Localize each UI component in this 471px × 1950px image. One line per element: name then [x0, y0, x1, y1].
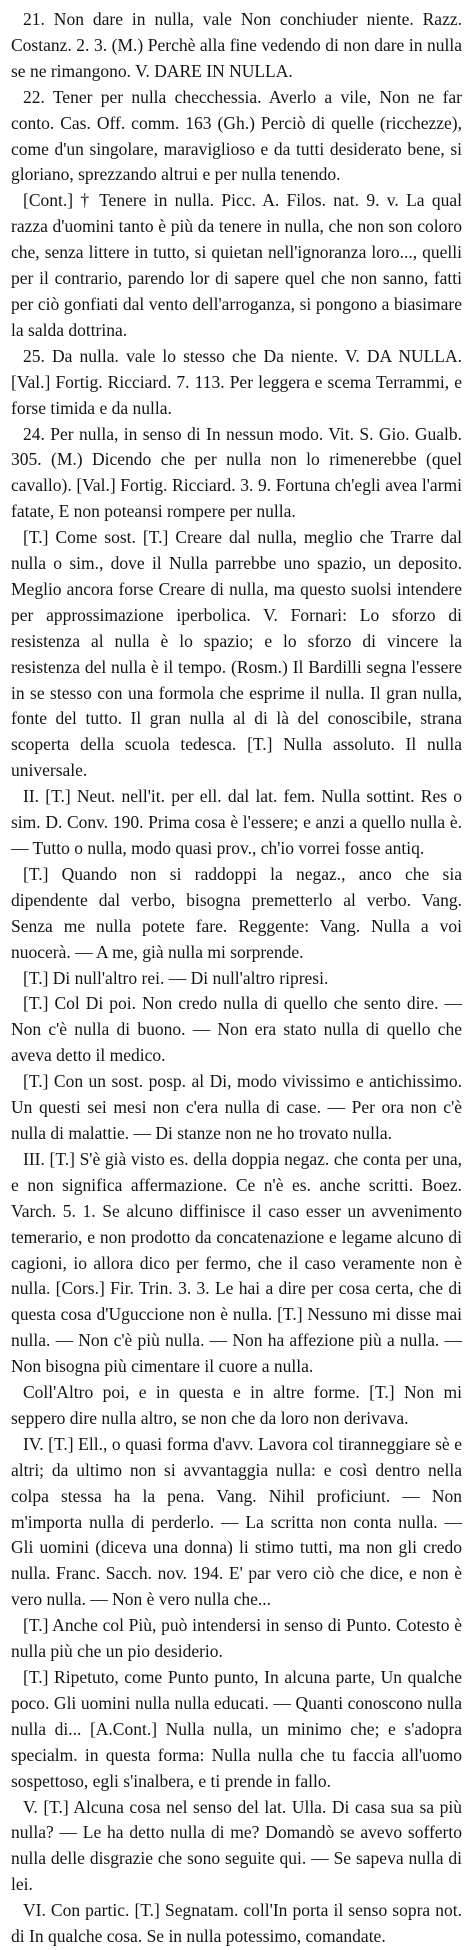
entry-come-sost: [T.] Come sost. [T.] Creare dal nulla, meglio che Trarre dal nulla o sim., dove il Nulla parrebbe uno spazio, un deposito. Meglio ancora forse Creare di nulla, ma questo suolsi intendere per approssimazione iperbolica. V. Fornari: Lo sforzo di resistenza al nulla è lo spazio; e lo sforzo di vincere la resistenza del nulla è il tempo. (Rosm.) Il Bardilli segna l'essere in se stesso con una formola che esprime il nulla. Il gran nulla, fonte del tutto. Il gran nulla al di là del conoscibile, strana scoperta della scuola tedesca. [T.] Nulla assoluto. Il nulla universale. — [11, 527, 462, 781]
entry-coll-altro: Coll'Altro poi, e in questa e in altre forme. [T.] Non mi seppero dire nulla altro, se non che da loro non derivava. — [11, 1382, 462, 1428]
entry-iii-doppia-negaz: III. [T.] S'è già visto es. della doppia negaz. che conta per una, e non significa affermazione. Ce n'è es. anche scritti. Boez. Varch. 5. 1. Se alcuno diffinisce il caso esser un avvenimento temerario, e non prodotto da concatenazione e legame alcuno di cagioni, io allora dico per fermo, che il caso veramente non è nulla. [Cors.] Fir. Trin. 3. 3. Le hai a dire per cosa certa, che di questa cosa d'Uguccione non è nulla. [T.] Nessuno mi disse mai nulla. — Non c'è più nulla. — Non ha affezione più a nulla. — Non bisogna più cimentare il cuore a nulla. — [11, 1148, 462, 1377]
entry-22-tener-per-nulla: 22. Tener per nulla checchessia. Averlo a vile, Non ne far conto. Cas. Off. comm. 163 (Gh.) Perciò di quelle (ricchezze), come d'un singolare, maraviglioso e da tutti desiderato bene, si gloriano, sprezzando altrui e per nulla tenendo. — [11, 86, 462, 185]
entry-ii-neut: II. [T.] Neut. nell'it. per ell. dal lat. fem. Nulla sottint. Res o sim. D. Conv. 190. Prima cosa è l'essere; e anzi a quello nulla è. — Tutto o nulla, modo quasi prov., ch'io vorrei fosse antiq. — [11, 786, 462, 858]
entry-sost-posp: [T.] Con un sost. posp. al Di, modo vivissimo e antichissimo. Un questi sei mesi non c'era nulla di case. — Per ora non c'è nulla di malattie. — Di stanze non ne ho trovato nulla. — [11, 1071, 462, 1143]
entry-col-piu: [T.] Anche col Più, può intendersi in senso di Punto. Cotesto è nulla più che un pio desiderio. — [11, 1615, 462, 1662]
entry-ripetuto: [T.] Ripetuto, come Punto punto, In alcuna parte, Un qualche poco. Gli uomini nulla nulla educati. — Quanti conoscono nulla nulla di... [A.Cont.] Nulla nulla, un minimo che; e s'adopra specialm. in questa forma: Nulla nulla che tu faccia all'uomo sospettoso, egli s'inalbera, e ti prende in fallo. — [11, 1667, 462, 1791]
entry-vi-con-partic: VI. Con partic. [T.] Segnatam. coll'In porta il senso sopra not. di In qualche cosa. Se in nulla potessimo, comandate. — [11, 1900, 462, 1947]
entry-v-alcuna-cosa: V. [T.] Alcuna cosa nel senso del lat. Ulla. Di casa sua sa più nulla? — Le ha detto nulla di me? Domandò se avevo sofferto nulla delle disgrazie che sono seguite qui. — Se sapeva nulla di lei. — [11, 1796, 462, 1895]
entry-25-da-nulla: 25. Da nulla. vale lo stesso che Da niente. V. DA NULLA. [Val.] Fortig. Ricciard. 7. 113. Per leggera e scema Terrammi, e forse timida e da nulla. — [11, 345, 462, 418]
entry-null-altro: [T.] Di null'altro rei. — Di null'altro ripresi. — [23, 967, 329, 988]
entry-24-per-nulla: 24. Per nulla, in senso di In nessun modo. Vit. S. Gio. Gualb. 305. (M.) Dicendo che per nulla non lo rimenerebbe (quel cavallo). [Val.] Fortig. Ricciard. 3. 9. Fortuna ch'egli avea l'armi fatate, E non poteansi rompere per nulla. — [11, 423, 462, 522]
entry-21-non-dare-in-nulla: 21. Non dare in nulla, vale Non conchiuder niente. Razz. Costanz. 2. 3. (M.) Perchè alla fine vedendo di non dare in nulla se ne rimangono. V. DARE IN NULLA. — [11, 9, 462, 81]
entry-raddoppi-negaz: [T.] Quando non si raddoppi la negaz., anco che sia dipendente dal verbo, bisogna premetterlo al verbo. Vang. Senza me nulla potete fare. Reggente: Vang. Nulla a voi nuocerà. — A me, già nulla mi sorprende. — [11, 863, 462, 962]
entry-iv-ell: IV. [T.] Ell., o quasi forma d'avv. Lavora col tiranneggiare sè e altri; da ultimo non si avvantaggia nulla: e così dentro nella colpa stessa ha la pena. Vang. Nihil proficiunt. — Non m'importa nulla di perderlo. — La scritta non conta nulla. — Gli uomini (diceva una donna) li stimo tutti, ma non gli credo nulla. Franc. Sacch. nov. 194. E' par vero ciò che dice, e non è vero nulla. — Non è vero nulla che... — [11, 1433, 462, 1610]
entry-tenere-in-nulla: [Cont.] † Tenere in nulla. Picc. A. Filos. nat. 9. v. La qual razza d'uomini tanto è più da tenere in nulla, che non son coloro che, senza littere in tutto, si quietan nell'ignoranza loro..., quelli per il contrario, parendo lor di sapere quel che non sanno, fatti per ciò gonfiati dal vento dell'arroganza, si pongono a biasimare la salda dottrina. — [11, 190, 462, 340]
entry-col-di-poi: [T.] Col Di poi. Non credo nulla di quello che sento dire. — Non c'è nulla di buono. — Non era stato nulla di quello che aveva detto il medico. — [11, 993, 462, 1066]
